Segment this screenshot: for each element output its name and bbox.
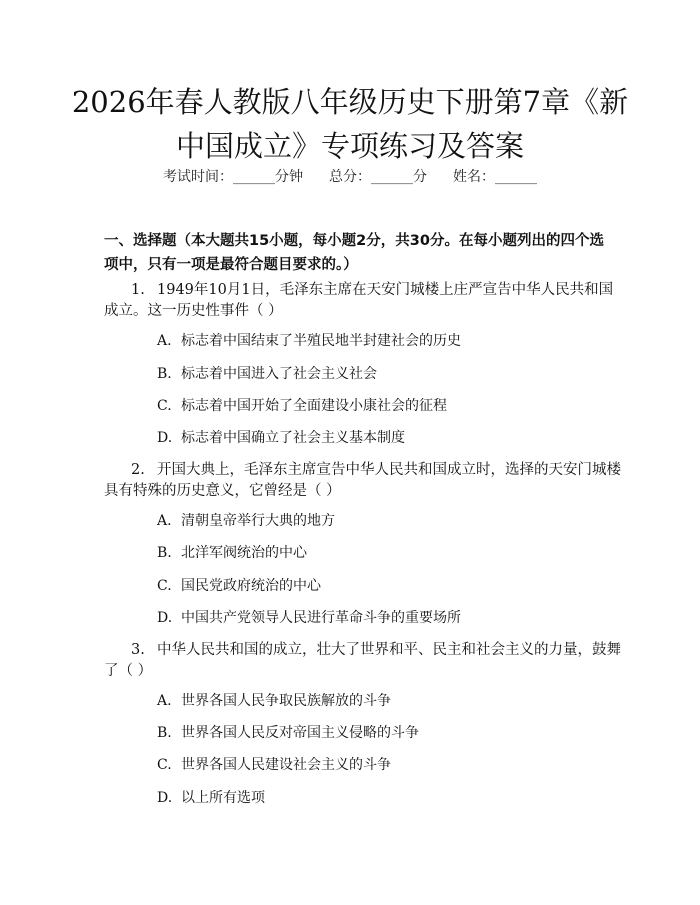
option-letter: D. xyxy=(157,430,173,446)
option-letter: C. xyxy=(157,398,172,414)
question-1-number: 1. xyxy=(131,282,145,298)
exam-time: 考试时间：______分钟 xyxy=(163,169,303,185)
option-letter: D. xyxy=(157,610,173,626)
question-2-text-1: 开国大典上，毛泽东主席宣告中华人民共和国成立时，选择的天安门城楼 xyxy=(157,462,621,478)
question-2-option-d xyxy=(157,608,461,628)
question-2-option-c xyxy=(157,576,321,596)
question-1-text-1: 1949年10月1日，毛泽东主席在天安门城楼上庄严宣告中华人民共和国 xyxy=(157,282,614,298)
question-3-line-2: 了（ ） xyxy=(104,663,153,679)
document-title xyxy=(40,80,660,168)
total-score: 总分：______分 xyxy=(329,169,427,185)
question-3-option-a xyxy=(157,691,391,711)
option-letter: A. xyxy=(157,333,172,349)
question-1-option-d xyxy=(157,428,405,448)
option-letter: A. xyxy=(157,693,172,709)
option-letter: B. xyxy=(157,366,172,382)
question-1-option-b xyxy=(157,364,377,384)
question-1-line-1 xyxy=(131,280,613,300)
option-text: 标志着中国进入了社会主义社会 xyxy=(181,366,377,382)
question-3-number: 3. xyxy=(131,642,145,658)
title-line-2: 中国成立》专项练习及答案 xyxy=(175,129,524,163)
option-text: 中国共产党领导人民进行革命斗争的重要场所 xyxy=(181,610,461,626)
exam-meta xyxy=(0,167,700,187)
question-2-number: 2. xyxy=(131,462,145,478)
question-1-option-a xyxy=(157,331,461,351)
option-text: 标志着中国确立了社会主义基本制度 xyxy=(181,430,405,446)
question-2-option-b xyxy=(157,543,307,563)
option-letter: C. xyxy=(157,578,172,594)
option-text: 标志着中国结束了半殖民地半封建社会的历史 xyxy=(181,333,461,349)
option-letter: A. xyxy=(157,513,172,529)
option-letter: B. xyxy=(157,545,172,561)
option-text: 世界各国人民建设社会主义的斗争 xyxy=(181,757,391,773)
option-text: 世界各国人民争取民族解放的斗争 xyxy=(181,693,391,709)
title-line-1: 2026年春人教版八年级历史下册第7章《新 xyxy=(71,85,629,119)
question-2-option-a xyxy=(157,511,335,531)
option-text: 国民党政府统治的中心 xyxy=(181,578,321,594)
option-letter: D. xyxy=(157,790,173,806)
question-3-option-c xyxy=(157,755,391,775)
question-3-option-b xyxy=(157,723,419,743)
option-text: 北洋军阀统治的中心 xyxy=(181,545,307,561)
question-2-line-2: 具有特殊的历史意义，它曾经是（ ） xyxy=(104,483,341,499)
question-2-line-1 xyxy=(131,460,621,480)
option-letter: B. xyxy=(157,725,172,741)
option-letter: C. xyxy=(157,757,172,773)
section-heading: 一、选择题（本大题共15小题，每小题2分，共30分。在每小题列出的四个选项中，只有一项是最符合题目要求的。） xyxy=(104,233,604,273)
question-3-line-1 xyxy=(131,640,621,660)
question-1-option-c xyxy=(157,396,447,416)
option-text: 清朝皇帝举行大典的地方 xyxy=(181,513,335,529)
option-text: 世界各国人民反对帝国主义侵略的斗争 xyxy=(181,725,419,741)
question-3-option-d xyxy=(157,788,265,808)
question-1-line-2: 成立。这一历史性事件（ ） xyxy=(104,303,283,319)
student-name: 姓名：______ xyxy=(453,169,537,185)
question-3-text-1: 中华人民共和国的成立，壮大了世界和平、民主和社会主义的力量，鼓舞 xyxy=(157,642,621,658)
option-text: 标志着中国开始了全面建设小康社会的征程 xyxy=(181,398,447,414)
option-text: 以上所有选项 xyxy=(181,790,265,806)
